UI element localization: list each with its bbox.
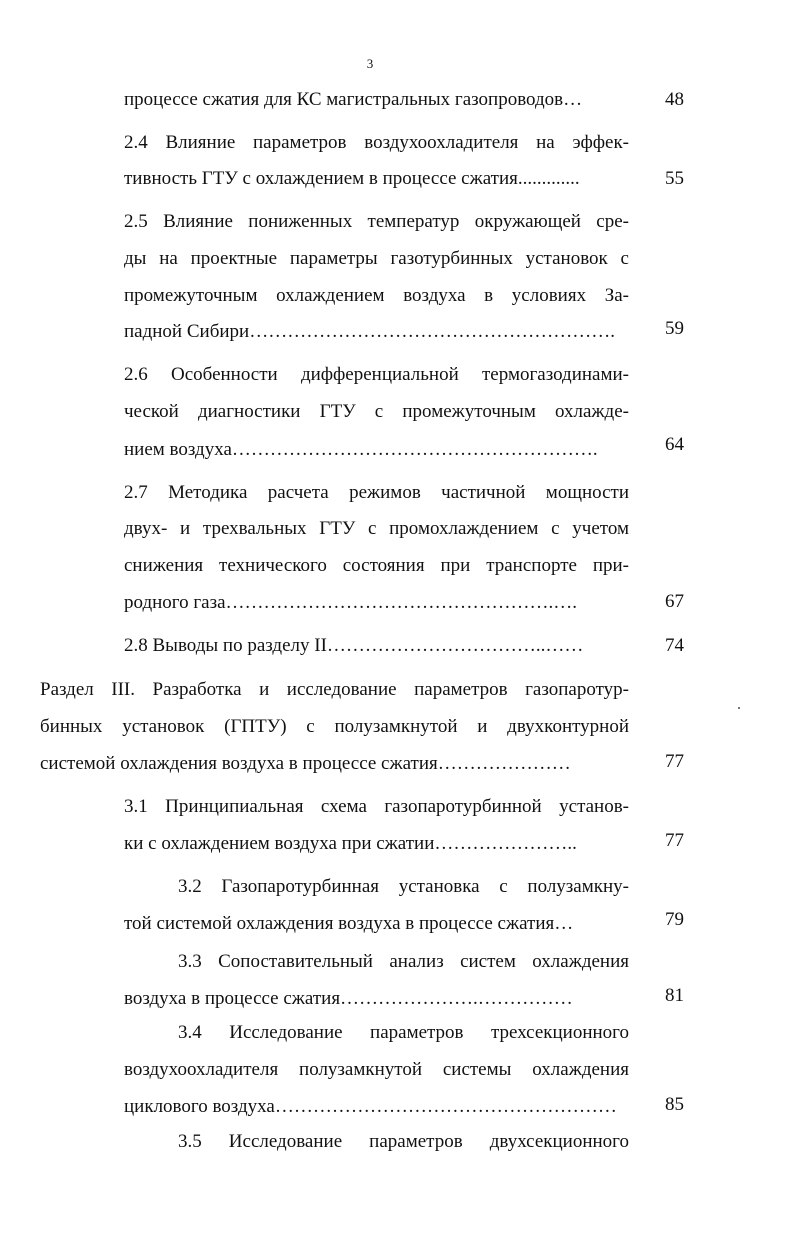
toc-line: 3.2 Газопаротурбинная установка с полузамкну- <box>178 876 629 897</box>
toc-line: циклового воздуха……………………………………………… <box>124 1096 617 1117</box>
toc-page-number: 77 <box>665 751 684 772</box>
toc-line: ды на проектные параметры газотурбинных установок с <box>124 248 629 269</box>
toc-line: тивность ГТУ с охлаждением в процессе сжатия............. <box>124 168 580 189</box>
toc-page-number: 85 <box>665 1094 684 1115</box>
toc-line: ки с охлаждением воздуха при сжатии………………….. <box>124 833 577 854</box>
toc-page-number: 64 <box>665 434 684 455</box>
toc-line: двух- и трехвальных ГТУ с промохлаждением с учетом <box>124 518 629 539</box>
toc-line: падной Сибири…………………………………………………. <box>124 321 615 342</box>
toc-line: ческой диагностики ГТУ с промежуточным охлажде- <box>124 401 629 422</box>
toc-page-number: 59 <box>665 318 684 339</box>
toc-line: бинных установок (ГПТУ) с полузамкнутой и двухконтурной <box>40 716 629 737</box>
toc-line: Раздел III. Разработка и исследование параметров газопаротур- <box>40 679 629 700</box>
toc-line: 2.7 Методика расчета режимов частичной мощности <box>124 482 629 503</box>
page-number: 3 <box>366 56 374 71</box>
toc-page-number: 74 <box>665 635 684 656</box>
toc-page-number: 55 <box>665 168 684 189</box>
toc-line: 3.5 Исследование параметров двухсекционного <box>178 1131 629 1152</box>
toc-line: родного газа…………………………………………….…. <box>124 592 578 613</box>
toc-line: той системой охлаждения воздуха в процессе сжатия… <box>124 913 574 934</box>
toc-line: воздухоохладителя полузамкнутой системы охлаждения <box>124 1059 629 1080</box>
toc-line: 2.5 Влияние пониженных температур окружающей сре- <box>124 211 629 232</box>
toc-line: 2.4 Влияние параметров воздухоохладителя на эффек- <box>124 132 629 153</box>
toc-page-number: 77 <box>665 830 684 851</box>
toc-line: нием воздуха…………………………………………………. <box>124 439 598 460</box>
toc-line: 3.4 Исследование параметров трехсекционного <box>178 1022 629 1043</box>
toc-line: снижения технического состояния при транспорте при- <box>124 555 629 576</box>
scan-speck <box>738 707 740 709</box>
toc-line: 2.6 Особенности дифференциальной термогазодинами- <box>124 364 629 385</box>
toc-line: системой охлаждения воздуха в процессе сжатия………………… <box>40 753 571 774</box>
toc-line: 3.1 Принципиальная схема газопаротурбинной установ- <box>124 796 629 817</box>
toc-page-number: 79 <box>665 909 684 930</box>
toc-page-number: 67 <box>665 591 684 612</box>
toc-line: воздуха в процессе сжатия………………….…………… <box>124 988 573 1009</box>
toc-line: 2.8 Выводы по разделу II……………………………..…… <box>124 635 584 656</box>
toc-page-number: 48 <box>665 89 684 110</box>
toc-line: промежуточным охлаждением воздуха в условиях За- <box>124 285 629 306</box>
toc-page-number: 81 <box>665 985 684 1006</box>
toc-line: процессе сжатия для КС магистральных газопроводов… <box>124 89 583 110</box>
toc-line: 3.3 Сопоставительный анализ систем охлаждения <box>178 951 629 972</box>
